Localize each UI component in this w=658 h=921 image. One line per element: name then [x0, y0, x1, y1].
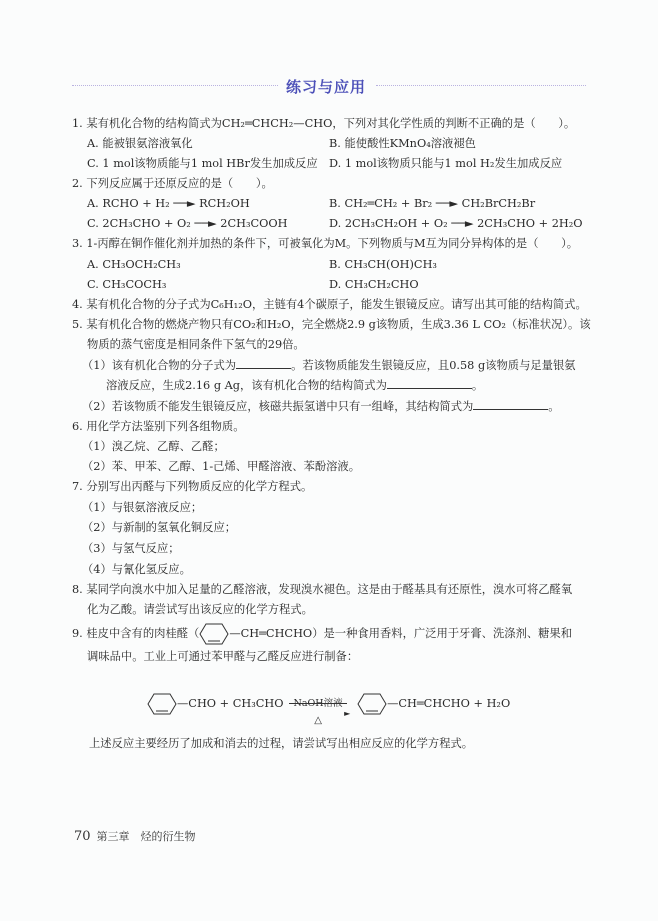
- question-2: 2. 下列反应属于还原反应的是（ ）。: [72, 177, 273, 190]
- q5-part-2: [82, 398, 560, 415]
- q7-part-3: （3）与氢气反应；: [82, 542, 180, 555]
- q5-p2-text-b: 。: [548, 400, 560, 413]
- question-4: 4. 某有机化合物的分子式为C₆H₁₂O，主链有4个碳原子，能发生银镜反应。请写出其可能的结构简式。: [72, 298, 587, 311]
- q5-p1-text-d: 。: [471, 379, 484, 392]
- q2-option-b: B. CH₂═CH₂ + Br₂ ──► CH₂BrCH₂Br: [329, 197, 536, 210]
- question-3: 3. 1-丙醇在铜作催化剂并加热的条件下，可被氧化为M。下列物质与M互为同分异构体的是（ ）。: [72, 237, 579, 250]
- q6-part-2: （2）苯、甲苯、乙醇、1-己烯、甲醛溶液、苯酚溶液。: [82, 460, 361, 473]
- q5-part-1-cont: [106, 377, 483, 394]
- q3-option-c: C. CH₃COCH₃: [87, 278, 167, 291]
- q5-p1-text-a: （1）该有机化合物的分子式为: [82, 359, 237, 372]
- q3-option-a: A. CH₃OCH₂CH₃: [87, 258, 181, 271]
- section-title: 练习与应用: [286, 78, 367, 96]
- q7-part-1: （1）与银氨溶液反应；: [82, 501, 203, 514]
- answer-blank[interactable]: [387, 377, 472, 389]
- q2-option-c: C. 2CH₃CHO + O₂ ──► 2CH₃COOH: [87, 217, 288, 230]
- page-footer: [74, 828, 196, 844]
- answer-blank[interactable]: [473, 398, 548, 410]
- arrow-head-icon: ►: [344, 709, 351, 718]
- question-5: 5. 某有机化合物的燃烧产物只有CO₂和H₂O，完全燃烧2.9 g该物质，生成3.36 L CO₂（标准状况）。该: [72, 318, 591, 331]
- question-9-instruction: 上述反应主要经历了加成和消去的过程，请尝试写出相应反应的化学方程式。: [89, 737, 474, 750]
- q5-p2-text-a: （2）若该物质不能发生银镜反应，核磁共振氢谱中只有一组峰，其结构简式为: [82, 400, 474, 413]
- q1-option-d: D. 1 mol该物质只能与1 mol H₂发生加成反应: [329, 157, 563, 170]
- q3-option-b: B. CH₃CH(OH)CH₃: [329, 258, 437, 271]
- question-8: 8. 某同学向溴水中加入足量的乙醛溶液，发现溴水褪色。这是由于醛基具有还原性，溴水可将乙醛氧: [72, 583, 573, 596]
- q9-text-b: —CH═CHCHO）是一种食用香料，广泛用于牙膏、洗涤剂、糖果和: [229, 627, 573, 640]
- q5-p1-text-b: 。若该物质能发生银镜反应，且0.58 g该物质与足量银氨: [291, 359, 576, 372]
- q3-option-d: D. CH₃CH₂CHO: [329, 278, 419, 291]
- benzene-ring-icon: [357, 692, 387, 716]
- question-8-cont: 化为乙酸。请尝试写出该反应的化学方程式。: [87, 603, 313, 616]
- reaction-arrow: [287, 689, 357, 726]
- question-6: 6. 用化学方法鉴别下列各组物质。: [72, 420, 245, 433]
- question-1: 1. 某有机化合物的结构简式为CH₂═CHCH₂—CHO，下列对其化学性质的判断不正确的是（ ）。: [72, 117, 576, 130]
- header-dots-right: [376, 85, 586, 86]
- chapter-title: 第三章 烃的衍生物: [96, 830, 196, 843]
- header-dots-left: [72, 85, 278, 86]
- q2-option-a: A. RCHO + H₂ ──► RCH₂OH: [87, 197, 250, 210]
- equation-products: —CH═CHCHO + H₂O: [387, 697, 511, 710]
- q2-option-d: D. 2CH₃CH₂OH + O₂ ──► 2CH₃CHO + 2H₂O: [329, 217, 583, 230]
- question-5-cont: 物质的蒸气密度是相同条件下氢气的29倍。: [87, 338, 305, 351]
- benzene-ring-icon: [199, 622, 229, 646]
- reaction-condition: NaOH溶液: [293, 698, 343, 709]
- page-number: 70: [74, 829, 91, 844]
- q5-p1-text-c: 溶液反应，生成2.16 g Ag，该有机化合物的结构简式为: [106, 379, 387, 392]
- q1-option-c: C. 1 mol该物质能与1 mol HBr发生加成反应: [87, 157, 318, 170]
- question-9: [72, 622, 572, 646]
- benzene-ring-icon: [147, 692, 177, 716]
- heat-symbol: △: [314, 715, 322, 726]
- question-9-cont: 调味品中。工业上可通过苯甲醛与乙醛反应进行制备：: [87, 650, 359, 663]
- q7-part-4: （4）与氰化氢反应。: [82, 563, 191, 576]
- q7-part-2: （2）与新制的氢氧化铜反应；: [82, 521, 237, 534]
- q6-part-1: （1）溴乙烷、乙醇、乙醛；: [82, 440, 225, 453]
- arrow-line: [289, 703, 347, 704]
- q9-text-a: 9. 桂皮中含有的肉桂醛（: [72, 627, 200, 640]
- q5-part-1: [82, 357, 576, 374]
- answer-blank[interactable]: [236, 357, 291, 369]
- reaction-equation: [147, 689, 511, 726]
- q1-option-b: B. 能使酸性KMnO₄溶液褪色: [329, 137, 476, 150]
- equation-reactants: —CHO + CH₃CHO: [177, 697, 284, 710]
- question-7: 7. 分别写出丙醛与下列物质反应的化学方程式。: [72, 480, 313, 493]
- q1-option-a: A. 能被银氨溶液氧化: [87, 137, 193, 150]
